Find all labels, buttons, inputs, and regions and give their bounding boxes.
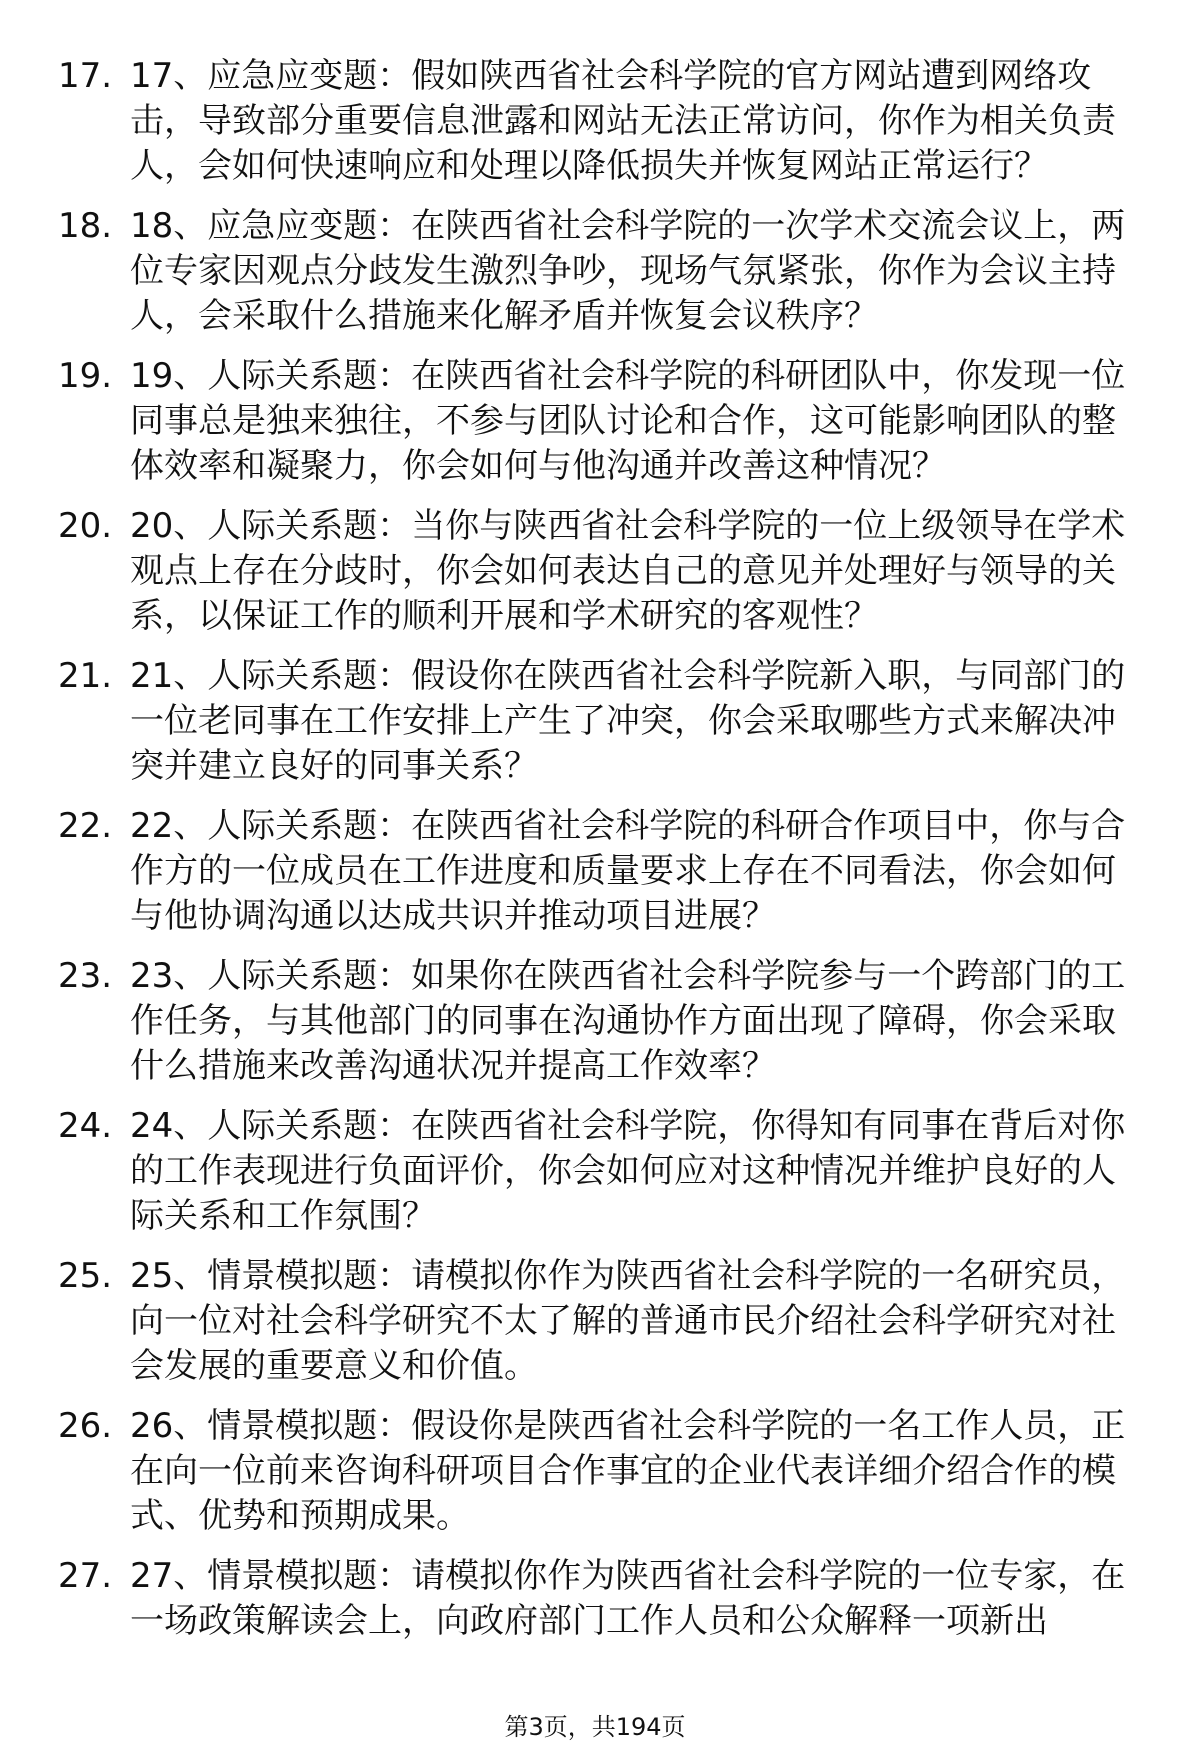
question-text: 25、情景模拟题：请模拟你作为陕西省社会科学院的一名研究员，向一位对社会科学研究不太了解的普通市民介绍社会科学研究对社会发展的重要意义和价值。 bbox=[130, 1256, 1126, 1386]
question-number: 21. bbox=[58, 656, 113, 696]
question-number: 26. bbox=[58, 1406, 113, 1446]
question-number: 25. bbox=[58, 1256, 113, 1296]
question-text: 17、应急应变题：假如陕西省社会科学院的官方网站遭到网络攻击，导致部分重要信息泄露和网站无法正常访问，你作为相关负责人，会如何快速响应和处理以降低损失并恢复网站正常运行？ bbox=[130, 56, 1116, 186]
question-number: 20. bbox=[58, 506, 113, 546]
question-number: 24. bbox=[58, 1106, 113, 1146]
question-item bbox=[58, 1104, 1148, 1239]
question-text: 27、情景模拟题：请模拟你作为陕西省社会科学院的一位专家，在一场政策解读会上，向政府部门工作人员和公众解释一项新出 bbox=[130, 1556, 1126, 1641]
question-item bbox=[58, 54, 1148, 189]
question-number: 19. bbox=[58, 356, 113, 396]
question-text: 23、人际关系题：如果你在陕西省社会科学院参与一个跨部门的工作任务，与其他部门的同事在沟通协作方面出现了障碍，你会采取什么措施来改善沟通状况并提高工作效率？ bbox=[130, 956, 1126, 1086]
question-item bbox=[58, 954, 1148, 1089]
question-item bbox=[58, 1404, 1148, 1539]
question-item bbox=[58, 654, 1148, 789]
question-item bbox=[58, 204, 1148, 339]
question-text: 18、应急应变题：在陕西省社会科学院的一次学术交流会议上，两位专家因观点分歧发生激烈争吵，现场气氛紧张，你作为会议主持人，会采取什么措施来化解矛盾并恢复会议秩序？ bbox=[130, 206, 1126, 336]
question-item bbox=[58, 804, 1148, 939]
question-item bbox=[58, 1254, 1148, 1389]
question-item bbox=[58, 354, 1148, 489]
question-text: 21、人际关系题：假设你在陕西省社会科学院新入职，与同部门的一位老同事在工作安排上产生了冲突，你会采取哪些方式来解决冲突并建立良好的同事关系？ bbox=[130, 656, 1126, 786]
question-number: 27. bbox=[58, 1556, 113, 1596]
question-text: 24、人际关系题：在陕西省社会科学院，你得知有同事在背后对你的工作表现进行负面评价，你会如何应对这种情况并维护良好的人际关系和工作氛围？ bbox=[130, 1106, 1126, 1236]
question-item bbox=[58, 504, 1148, 639]
question-text: 19、人际关系题：在陕西省社会科学院的科研团队中，你发现一位同事总是独来独往，不参与团队讨论和合作，这可能影响团队的整体效率和凝聚力，你会如何与他沟通并改善这种情况？ bbox=[130, 356, 1126, 486]
page-number-label: 第3页，共194页 bbox=[504, 1713, 686, 1741]
question-number: 23. bbox=[58, 956, 113, 996]
question-text: 22、人际关系题：在陕西省社会科学院的科研合作项目中，你与合作方的一位成员在工作进度和质量要求上存在不同看法，你会如何与他协调沟通以达成共识并推动项目进展？ bbox=[130, 806, 1126, 936]
page-footer bbox=[0, 1712, 1190, 1742]
question-text: 20、人际关系题：当你与陕西省社会科学院的一位上级领导在学术观点上存在分歧时，你会如何表达自己的意见并处理好与领导的关系，以保证工作的顺利开展和学术研究的客观性？ bbox=[130, 506, 1126, 636]
question-number: 22. bbox=[58, 806, 113, 846]
question-text: 26、情景模拟题：假设你是陕西省社会科学院的一名工作人员，正在向一位前来咨询科研项目合作事宜的企业代表详细介绍合作的模式、优势和预期成果。 bbox=[130, 1406, 1126, 1536]
question-number: 17. bbox=[58, 56, 113, 96]
question-item bbox=[58, 1554, 1148, 1644]
question-number: 18. bbox=[58, 206, 113, 246]
question-list bbox=[58, 54, 1148, 1659]
